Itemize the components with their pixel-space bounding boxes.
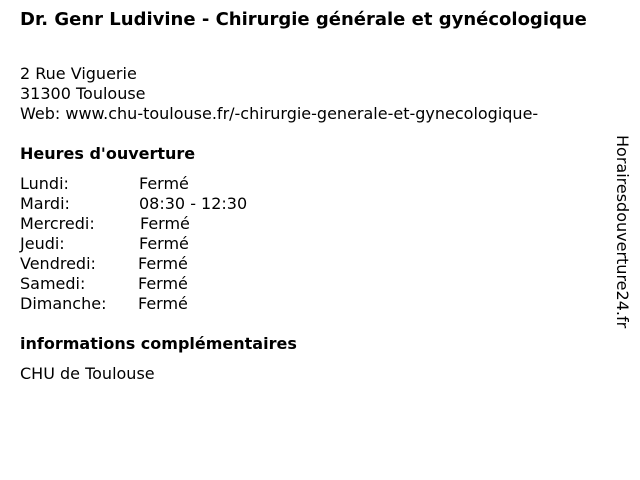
additional-info-text: CHU de Toulouse: [20, 364, 155, 383]
day-hours: Fermé: [138, 294, 188, 313]
page-title: Dr. Genr Ludivine - Chirurgie générale et gynécologique: [20, 9, 587, 30]
day-hours: Fermé: [138, 274, 188, 293]
day-hours: Fermé: [139, 174, 189, 193]
opening-hours-heading: Heures d'ouverture: [20, 144, 196, 163]
day-hours: 08:30 - 12:30: [139, 194, 248, 213]
day-label: Lundi:: [20, 174, 69, 193]
day-hours: Fermé: [138, 254, 188, 273]
day-label: Jeudi:: [20, 234, 65, 253]
address-street: 2 Rue Viguerie: [20, 64, 137, 83]
day-label: Dimanche:: [20, 294, 107, 313]
day-label: Vendredi:: [20, 254, 96, 273]
additional-info-heading: informations complémentaires: [20, 334, 297, 353]
day-hours: Fermé: [140, 214, 190, 233]
address-block: [20, 64, 538, 124]
day-hours: Fermé: [139, 234, 189, 253]
address-city: 31300 Toulouse: [20, 84, 146, 103]
day-label: Mardi:: [20, 194, 70, 213]
website-link[interactable]: Web: www.chu-toulouse.fr/-chirurgie-generale-et-gynecologique-: [20, 104, 539, 123]
watermark: Horairesdouverture24.fr: [613, 135, 632, 329]
day-label: Mercredi:: [20, 214, 95, 233]
day-label: Samedi:: [20, 274, 86, 293]
